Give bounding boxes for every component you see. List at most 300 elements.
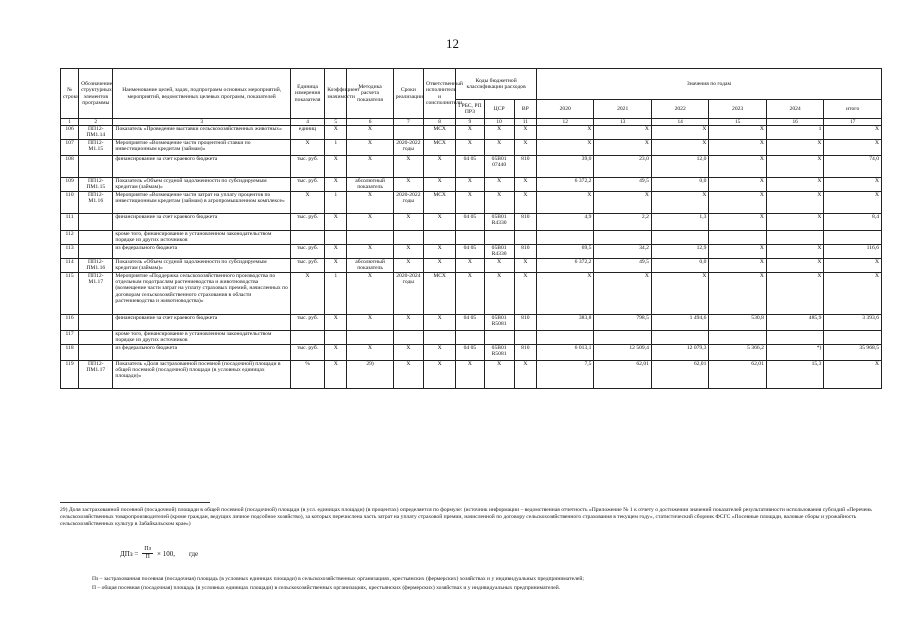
- csr-cell: [484, 230, 514, 244]
- table-row: [61, 230, 882, 244]
- column-number: 14: [651, 119, 708, 126]
- header-year: 2021: [594, 100, 651, 119]
- coefficient-cell: X: [325, 177, 347, 191]
- vr-cell: [514, 330, 536, 344]
- value-total-cell: X: [824, 126, 882, 140]
- term-cell: [393, 230, 423, 244]
- coefficient-cell: X: [325, 360, 347, 388]
- header-responsible: Ответственный исполнитель и соисполнители: [424, 69, 456, 119]
- name-cell: из федерального бюджета: [113, 244, 290, 258]
- name-cell: Показатель «Доля застрахованной посевной (посадочной) площади в общей посевной (посадочной) площади (в условных единицах площади)»: [113, 360, 290, 388]
- vr-cell: X: [514, 258, 536, 272]
- value-2020-cell: 383,8: [536, 314, 593, 330]
- table-row: [61, 155, 882, 177]
- column-number: 8: [424, 119, 456, 126]
- structure-code-cell: ПП12-М1.16: [79, 191, 113, 213]
- column-number: 3: [113, 119, 290, 126]
- unit-cell: X: [290, 272, 324, 314]
- csr-cell: 05В01 R5081: [484, 344, 514, 360]
- value-2020-cell: [536, 330, 593, 344]
- value-2023-cell: 530,8: [709, 314, 766, 330]
- csr-cell: X: [484, 258, 514, 272]
- unit-cell: тыс. руб.: [290, 155, 324, 177]
- value-total-cell: X: [824, 139, 882, 155]
- value-2020-cell: 6 013,1: [536, 344, 593, 360]
- responsible-cell: [424, 230, 456, 244]
- term-cell: X: [393, 344, 423, 360]
- value-2024-cell: [766, 330, 823, 344]
- value-2022-cell: X: [651, 272, 708, 314]
- header-year: 2020: [536, 100, 593, 119]
- term-cell: 2020-2022 годы: [393, 139, 423, 155]
- term-cell: X: [393, 360, 423, 388]
- table-row: [61, 314, 882, 330]
- value-total-cell: X: [824, 258, 882, 272]
- value-total-cell: [824, 330, 882, 344]
- method-cell: X: [347, 126, 393, 140]
- value-2022-cell: X: [651, 139, 708, 155]
- vr-cell: [514, 230, 536, 244]
- value-2024-cell: 15,3: [766, 360, 823, 388]
- grbs-cell: X: [456, 139, 484, 155]
- header-term: Сроки реализации: [393, 69, 423, 119]
- column-number: 17: [824, 119, 882, 126]
- column-number: 11: [514, 119, 536, 126]
- formula-fraction: [142, 546, 153, 561]
- grbs-cell: X: [456, 272, 484, 314]
- header-row-number: № строки: [61, 69, 79, 119]
- responsible-cell: МСХ: [424, 139, 456, 155]
- csr-cell: 05В01 R4330: [484, 213, 514, 230]
- value-total-cell: 3 393,6: [824, 314, 882, 330]
- value-2024-cell: X: [766, 244, 823, 258]
- value-2023-cell: X: [709, 177, 766, 191]
- term-cell: X: [393, 314, 423, 330]
- value-2020-cell: X: [536, 139, 593, 155]
- vr-cell: X: [514, 126, 536, 140]
- vr-cell: 810: [514, 244, 536, 258]
- grbs-cell: X: [456, 177, 484, 191]
- coefficient-cell: X: [325, 126, 347, 140]
- coefficient-cell: X: [325, 314, 347, 330]
- column-numbers-row: [61, 119, 882, 126]
- row-number-cell: 108: [61, 155, 79, 177]
- csr-cell: 05В01 R4330: [484, 244, 514, 258]
- column-number: 12: [536, 119, 593, 126]
- unit-cell: тыс. руб.: [290, 244, 324, 258]
- grbs-cell: X: [456, 360, 484, 388]
- method-cell: [347, 330, 393, 344]
- value-total-cell: 8,4: [824, 213, 882, 230]
- csr-cell: X: [484, 126, 514, 140]
- term-cell: X: [393, 258, 423, 272]
- formula-rhs: × 100,: [157, 549, 175, 558]
- header-year: 2022: [651, 100, 708, 119]
- structure-code-cell: [79, 344, 113, 360]
- row-number-cell: 113: [61, 244, 79, 258]
- structure-code-cell: [79, 213, 113, 230]
- header-year: 2024: [766, 100, 823, 119]
- header-year: 2023: [709, 100, 766, 119]
- column-number: 10: [484, 119, 514, 126]
- method-cell: абсолютный показатель: [347, 258, 393, 272]
- value-2023-cell: X: [709, 258, 766, 272]
- value-total-cell: X: [824, 177, 882, 191]
- page-number: 12: [446, 36, 459, 51]
- header-years: Значения по годам: [536, 69, 881, 100]
- table-row: [61, 139, 882, 155]
- grbs-cell: 04 05: [456, 155, 484, 177]
- column-number: 2: [79, 119, 113, 126]
- vr-cell: X: [514, 191, 536, 213]
- term-cell: 2020-2022 годы: [393, 191, 423, 213]
- csr-cell: [484, 330, 514, 344]
- name-cell: из федерального бюджета: [113, 344, 290, 360]
- vr-cell: X: [514, 360, 536, 388]
- value-2021-cell: 23,0: [594, 155, 651, 177]
- value-2024-cell: X: [766, 155, 823, 177]
- value-2023-cell: X: [709, 244, 766, 258]
- formula-denominator: П: [145, 554, 150, 560]
- unit-cell: [290, 230, 324, 244]
- responsible-cell: X: [424, 314, 456, 330]
- value-2024-cell: [766, 230, 823, 244]
- value-total-cell: X: [824, 191, 882, 213]
- term-cell: 2020-2024 годы: [393, 272, 423, 314]
- structure-code-cell: ПП12-ПМ1.16: [79, 258, 113, 272]
- table-row: [61, 330, 882, 344]
- method-cell: X: [347, 344, 393, 360]
- formula-where: где: [188, 549, 199, 558]
- value-2023-cell: X: [709, 213, 766, 230]
- formula-numerator: Пз: [144, 546, 151, 552]
- responsible-cell: X: [424, 155, 456, 177]
- structure-code-cell: [79, 244, 113, 258]
- table-header: [61, 69, 882, 126]
- unit-cell: тыс. руб.: [290, 213, 324, 230]
- term-cell: X: [393, 155, 423, 177]
- value-2020-cell: 69,5: [536, 244, 593, 258]
- header-name: Наименование целей, задач, подпрограмм основных мероприятий, мероприятий, ведомственных целевых программ, показателей: [113, 69, 290, 119]
- header-total: итого: [824, 100, 882, 119]
- value-total-cell: 74,0: [824, 155, 882, 177]
- vr-cell: 810: [514, 155, 536, 177]
- value-2020-cell: X: [536, 126, 593, 140]
- value-2020-cell: 6 372,2: [536, 258, 593, 272]
- table-row: [61, 344, 882, 360]
- coefficient-cell: X: [325, 258, 347, 272]
- name-cell: кроме того, финансирование в установленном законодательством порядке из других источников: [113, 330, 290, 344]
- name-cell: финансирование за счет краевого бюджета: [113, 155, 290, 177]
- method-cell: X: [347, 314, 393, 330]
- value-2021-cell: X: [594, 139, 651, 155]
- value-2021-cell: 49,5: [594, 258, 651, 272]
- column-number: 13: [594, 119, 651, 126]
- method-cell: X: [347, 213, 393, 230]
- method-cell: X: [347, 155, 393, 177]
- value-2024-cell: X: [766, 177, 823, 191]
- value-2020-cell: X: [536, 272, 593, 314]
- formula-lhs: ДПз =: [120, 549, 139, 558]
- structure-code-cell: [79, 230, 113, 244]
- grbs-cell: 04 05: [456, 344, 484, 360]
- row-number-cell: 119: [61, 360, 79, 388]
- header-grbs: ГРБС, РП ПРЗ: [456, 100, 484, 119]
- responsible-cell: X: [424, 258, 456, 272]
- value-2020-cell: 4,9: [536, 213, 593, 230]
- csr-cell: 05В01 R5081: [484, 314, 514, 330]
- method-cell: X: [347, 191, 393, 213]
- method-cell: X: [347, 139, 393, 155]
- value-2024-cell: 485,9: [766, 314, 823, 330]
- grbs-cell: X: [456, 126, 484, 140]
- responsible-cell: X: [424, 244, 456, 258]
- row-number-cell: 106: [61, 126, 79, 140]
- name-cell: Показатель «Объем ссудной задолженности по субсидируемым кредитам (займам)»: [113, 177, 290, 191]
- program-indicators-table: [60, 68, 882, 389]
- responsible-cell: МСХ: [424, 191, 456, 213]
- column-number: 6: [347, 119, 393, 126]
- vr-cell: X: [514, 272, 536, 314]
- structure-code-cell: ПП12-М1.17: [79, 272, 113, 314]
- value-2023-cell: X: [709, 139, 766, 155]
- row-number-cell: 117: [61, 330, 79, 344]
- value-2021-cell: [594, 330, 651, 344]
- value-2022-cell: 1,3: [651, 213, 708, 230]
- header-unit: Единица измерения показателя: [290, 69, 324, 119]
- value-2023-cell: 5 366,2: [709, 344, 766, 360]
- structure-code-cell: ПП12-ПМ1.14: [79, 126, 113, 140]
- value-total-cell: 116,6: [824, 244, 882, 258]
- value-2021-cell: 62,01: [594, 360, 651, 388]
- unit-cell: тыс. руб.: [290, 177, 324, 191]
- value-total-cell: 35 968,5: [824, 344, 882, 360]
- name-cell: Мероприятие «Возмещение части процентной ставки по инвестиционным кредитам (займам)»: [113, 139, 290, 155]
- header-method: Методика расчета показателя: [347, 69, 393, 119]
- row-number-cell: 111: [61, 213, 79, 230]
- value-2023-cell: [709, 330, 766, 344]
- value-2022-cell: X: [651, 126, 708, 140]
- value-2023-cell: 62,01: [709, 360, 766, 388]
- row-number-cell: 118: [61, 344, 79, 360]
- responsible-cell: X: [424, 344, 456, 360]
- column-number: 5: [325, 119, 347, 126]
- coefficient-cell: X: [325, 155, 347, 177]
- csr-cell: X: [484, 177, 514, 191]
- responsible-cell: X: [424, 360, 456, 388]
- unit-cell: тыс. руб.: [290, 344, 324, 360]
- table-row: [61, 126, 882, 140]
- footnote-divider: [60, 502, 210, 503]
- row-number-cell: 109: [61, 177, 79, 191]
- vr-cell: 810: [514, 213, 536, 230]
- table-body: [61, 126, 882, 389]
- footnote-text: 29) Доля застрахованной посевной (посадочной) площади в общей посевной (посадочной) площади (в усл. единицах площади) (в процентах) определяется по формуле: (источник информации – ведомственная отчетность «Приложение № 1 к отчету о достижении значений показателей результативности использования субсидий «Перечень сельскохозяйственных товаропроизводителей (кроме граждан, ведущих личное подсобное хозяйство), за которых перечислена часть затрат на уплату страховой премии, начисленной по договору сельскохозяйственного страхования в текущем году», статистический сборник ФСГС «Посевные площади, валовые сборы и урожайность сельскохозяйственных культур в Забайкальском крае»): [60, 507, 872, 528]
- term-cell: X: [393, 213, 423, 230]
- value-2023-cell: X: [709, 191, 766, 213]
- value-2022-cell: 0,0: [651, 177, 708, 191]
- term-cell: X: [393, 177, 423, 191]
- grbs-cell: 04 05: [456, 213, 484, 230]
- grbs-cell: X: [456, 191, 484, 213]
- value-2022-cell: 1 494,6: [651, 314, 708, 330]
- structure-code-cell: [79, 155, 113, 177]
- table-row: [61, 258, 882, 272]
- name-cell: кроме того, финансирование в установленном законодательством порядке из других источников: [113, 230, 290, 244]
- term-cell: X: [393, 244, 423, 258]
- coefficient-cell: X: [325, 213, 347, 230]
- value-2022-cell: 12 079,3: [651, 344, 708, 360]
- value-total-cell: [824, 230, 882, 244]
- structure-code-cell: ПП12-М1.15: [79, 139, 113, 155]
- unit-cell: X: [290, 191, 324, 213]
- value-2021-cell: [594, 230, 651, 244]
- unit-cell: %: [290, 360, 324, 388]
- column-number: 15: [709, 119, 766, 126]
- row-number-cell: 112: [61, 230, 79, 244]
- method-cell: 29): [347, 360, 393, 388]
- value-total-cell: X: [824, 272, 882, 314]
- coefficient-cell: X: [325, 344, 347, 360]
- unit-cell: тыс. руб.: [290, 258, 324, 272]
- value-2020-cell: 6 372,2: [536, 177, 593, 191]
- value-2020-cell: X: [536, 191, 593, 213]
- column-number: 9: [456, 119, 484, 126]
- coefficient-cell: 1: [325, 272, 347, 314]
- grbs-cell: X: [456, 258, 484, 272]
- unit-cell: единиц: [290, 126, 324, 140]
- structure-code-cell: ПП12-ПМ1.17: [79, 360, 113, 388]
- grbs-cell: 04 05: [456, 244, 484, 258]
- value-2021-cell: X: [594, 272, 651, 314]
- formula: [120, 546, 198, 561]
- term-cell: [393, 330, 423, 344]
- name-cell: финансирование за счет краевого бюджета: [113, 314, 290, 330]
- value-2023-cell: [709, 230, 766, 244]
- coefficient-cell: [325, 230, 347, 244]
- value-2022-cell: [651, 330, 708, 344]
- responsible-cell: X: [424, 177, 456, 191]
- name-cell: Мероприятие «Поддержка сельскохозяйственного производства по отдельным подотраслям растениеводства и животноводства (возмещение части затрат на уплату страховых премий, начисленных по договорам сельскохозяйственного страхования в области растениеводства и животноводства)»: [113, 272, 290, 314]
- value-2022-cell: 12,0: [651, 155, 708, 177]
- value-2024-cell: X: [766, 191, 823, 213]
- table-row: [61, 244, 882, 258]
- coefficient-cell: [325, 330, 347, 344]
- csr-cell: X: [484, 191, 514, 213]
- table-row: [61, 191, 882, 213]
- responsible-cell: [424, 330, 456, 344]
- structure-code-cell: [79, 330, 113, 344]
- value-2023-cell: X: [709, 155, 766, 177]
- grbs-cell: [456, 330, 484, 344]
- row-number-cell: 107: [61, 139, 79, 155]
- value-2022-cell: 0,0: [651, 258, 708, 272]
- value-2024-cell: X: [766, 139, 823, 155]
- term-cell: [393, 126, 423, 140]
- name-cell: Показатель «Объем ссудной задолженности по субсидируемым кредитам (займам)»: [113, 258, 290, 272]
- grbs-cell: [456, 230, 484, 244]
- csr-cell: X: [484, 272, 514, 314]
- header-coefficient: Коэффициент значимости: [325, 69, 347, 119]
- method-cell: X: [347, 244, 393, 258]
- value-2022-cell: [651, 230, 708, 244]
- column-number: 1: [61, 119, 79, 126]
- value-2023-cell: X: [709, 126, 766, 140]
- column-number: 16: [766, 119, 823, 126]
- grbs-cell: 04 05: [456, 314, 484, 330]
- value-2021-cell: 34,2: [594, 244, 651, 258]
- value-2021-cell: 49,5: [594, 177, 651, 191]
- header-budget-codes: Коды бюджетной классификации расходов: [456, 69, 537, 100]
- value-2022-cell: 62,01: [651, 360, 708, 388]
- method-cell: [347, 230, 393, 244]
- csr-cell: X: [484, 139, 514, 155]
- coefficient-cell: 1: [325, 191, 347, 213]
- value-2024-cell: X: [766, 258, 823, 272]
- csr-cell: X: [484, 360, 514, 388]
- vr-cell: X: [514, 177, 536, 191]
- method-cell: X: [347, 272, 393, 314]
- value-total-cell: X: [824, 360, 882, 388]
- definition-pz: Пз – застрахованная посевная (посадочная) площадь (в условных единицах площади) в сельскохозяйственных организациях, крестьянских (фермерских) хозяйствах и у индивидуальных предпринимателей;: [92, 576, 584, 582]
- responsible-cell: МСХ: [424, 272, 456, 314]
- value-2022-cell: X: [651, 191, 708, 213]
- value-2021-cell: 798,5: [594, 314, 651, 330]
- value-2023-cell: X: [709, 272, 766, 314]
- definition-p: П – общая посевная (посадочная) площадь (в условных единицах площади) в сельскохозяйственных организациях, крестьянских (фермерских) хозяйствах и у индивидуальных предпринимателей.: [92, 585, 561, 591]
- row-number-cell: 114: [61, 258, 79, 272]
- table-row: [61, 360, 882, 388]
- row-number-cell: 115: [61, 272, 79, 314]
- name-cell: финансирование за счет краевого бюджета: [113, 213, 290, 230]
- row-number-cell: 116: [61, 314, 79, 330]
- name-cell: Показатель «Проведение выставки сельскохозяйственных животных»: [113, 126, 290, 140]
- value-2024-cell: *): [766, 344, 823, 360]
- table-row: [61, 213, 882, 230]
- vr-cell: 810: [514, 314, 536, 330]
- row-number-cell: 110: [61, 191, 79, 213]
- vr-cell: 810: [514, 344, 536, 360]
- coefficient-cell: X: [325, 244, 347, 258]
- value-2021-cell: 2,2: [594, 213, 651, 230]
- value-2024-cell: X: [766, 272, 823, 314]
- value-2022-cell: 12,9: [651, 244, 708, 258]
- unit-cell: [290, 330, 324, 344]
- header-vr: ВР: [514, 100, 536, 119]
- value-2020-cell: 39,0: [536, 155, 593, 177]
- value-2021-cell: X: [594, 126, 651, 140]
- responsible-cell: X: [424, 213, 456, 230]
- csr-cell: 05В01 07440: [484, 155, 514, 177]
- value-2020-cell: 7,5: [536, 360, 593, 388]
- structure-code-cell: ПП12-ПМ1.15: [79, 177, 113, 191]
- name-cell: Мероприятие «Возмещение части затрат на уплату процентов по инвестиционным кредитам (займам) в агропромышленном комплексе»: [113, 191, 290, 213]
- value-2024-cell: X: [766, 213, 823, 230]
- column-number: 7: [393, 119, 423, 126]
- value-2020-cell: [536, 230, 593, 244]
- header-csr: ЦСР: [484, 100, 514, 119]
- responsible-cell: МСХ: [424, 126, 456, 140]
- column-number: 4: [290, 119, 324, 126]
- value-2021-cell: X: [594, 191, 651, 213]
- table-row: [61, 177, 882, 191]
- table-row: [61, 272, 882, 314]
- vr-cell: X: [514, 139, 536, 155]
- method-cell: абсолютный показатель: [347, 177, 393, 191]
- value-2021-cell: 12 509,4: [594, 344, 651, 360]
- unit-cell: тыс. руб.: [290, 314, 324, 330]
- value-2024-cell: 1: [766, 126, 823, 140]
